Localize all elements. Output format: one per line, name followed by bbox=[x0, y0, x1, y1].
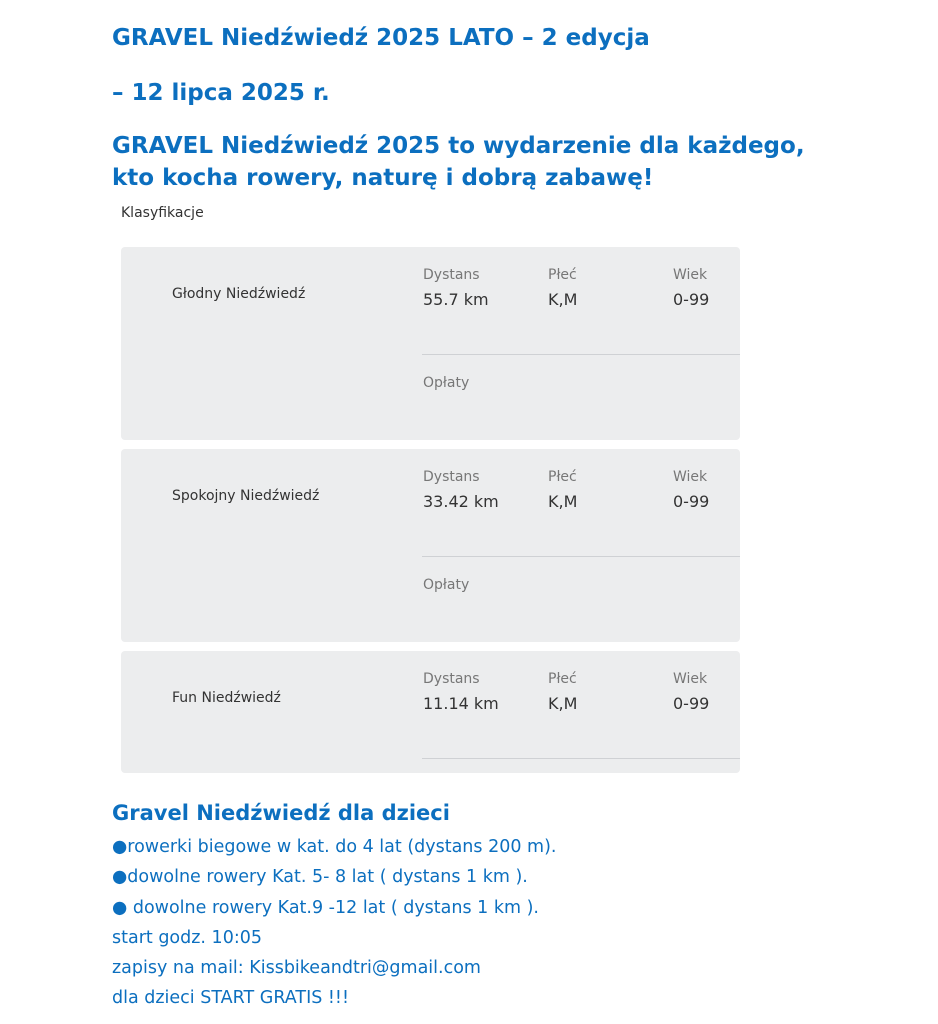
gender-header: Płeć bbox=[548, 267, 577, 283]
card-divider bbox=[422, 556, 740, 557]
gender-value: K,M bbox=[548, 290, 578, 309]
distance-column bbox=[423, 468, 499, 512]
gender-column bbox=[548, 266, 577, 310]
distance-value: 55.7 km bbox=[423, 290, 489, 309]
event-title: GRAVEL Niedźwiedź 2025 LATO – 2 edycja bbox=[112, 25, 650, 51]
event-date: – 12 lipca 2025 r. bbox=[112, 80, 330, 106]
event-subtitle-line2: kto kocha rowery, naturę i dobrą zabawę! bbox=[112, 165, 654, 191]
age-value: 0-99 bbox=[673, 694, 710, 713]
gender-header: Płeć bbox=[548, 469, 577, 485]
classification-name[interactable]: Spokojny Niedźwiedź bbox=[172, 488, 320, 504]
gender-column bbox=[548, 670, 577, 714]
gender-value: K,M bbox=[548, 492, 578, 511]
distance-header: Dystans bbox=[423, 267, 480, 283]
distance-value: 33.42 km bbox=[423, 492, 499, 511]
classifications-label: Klasyfikacje bbox=[121, 205, 204, 221]
card-divider bbox=[422, 354, 740, 355]
classification-card-glodny[interactable] bbox=[121, 247, 740, 440]
age-column bbox=[673, 468, 709, 512]
kids-info-list bbox=[112, 832, 556, 1014]
age-value: 0-99 bbox=[673, 290, 710, 309]
kids-free-start: dla dzieci START GRATIS !!! bbox=[112, 988, 349, 1009]
kids-section-title: Gravel Niedźwiedź dla dzieci bbox=[112, 801, 450, 825]
age-header: Wiek bbox=[673, 671, 708, 687]
distance-value: 11.14 km bbox=[423, 694, 499, 713]
classification-name[interactable]: Fun Niedźwiedź bbox=[172, 690, 281, 706]
age-column bbox=[673, 266, 709, 310]
gender-header: Płeć bbox=[548, 671, 577, 687]
distance-column bbox=[423, 266, 489, 310]
fees-label[interactable]: Opłaty bbox=[423, 375, 470, 391]
card-divider bbox=[422, 758, 740, 759]
gender-column bbox=[548, 468, 577, 512]
kids-info-line: ● dowolne rowery Kat.9 -12 lat ( dystans 1 km ). bbox=[112, 897, 539, 918]
kids-start-time: start godz. 10:05 bbox=[112, 927, 262, 948]
age-header: Wiek bbox=[673, 267, 708, 283]
distance-column bbox=[423, 670, 499, 714]
kids-signup-email: zapisy na mail: Kissbikeandtri@gmail.com bbox=[112, 958, 481, 979]
classification-card-fun[interactable] bbox=[121, 651, 740, 773]
age-column bbox=[673, 670, 709, 714]
classification-name[interactable]: Głodny Niedźwiedź bbox=[172, 286, 306, 302]
distance-header: Dystans bbox=[423, 469, 480, 485]
classification-card-spokojny[interactable] bbox=[121, 449, 740, 642]
age-header: Wiek bbox=[673, 469, 708, 485]
kids-info-line: ●rowerki biegowe w kat. do 4 lat (dystans 200 m). bbox=[112, 837, 557, 857]
kids-info-line: ●dowolne rowery Kat. 5- 8 lat ( dystans 1 km ). bbox=[112, 867, 528, 888]
distance-header: Dystans bbox=[423, 671, 480, 687]
age-value: 0-99 bbox=[673, 492, 710, 511]
event-subtitle-line1: GRAVEL Niedźwiedź 2025 to wydarzenie dla każdego, bbox=[112, 133, 805, 159]
gender-value: K,M bbox=[548, 694, 578, 713]
fees-label[interactable]: Opłaty bbox=[423, 577, 470, 593]
